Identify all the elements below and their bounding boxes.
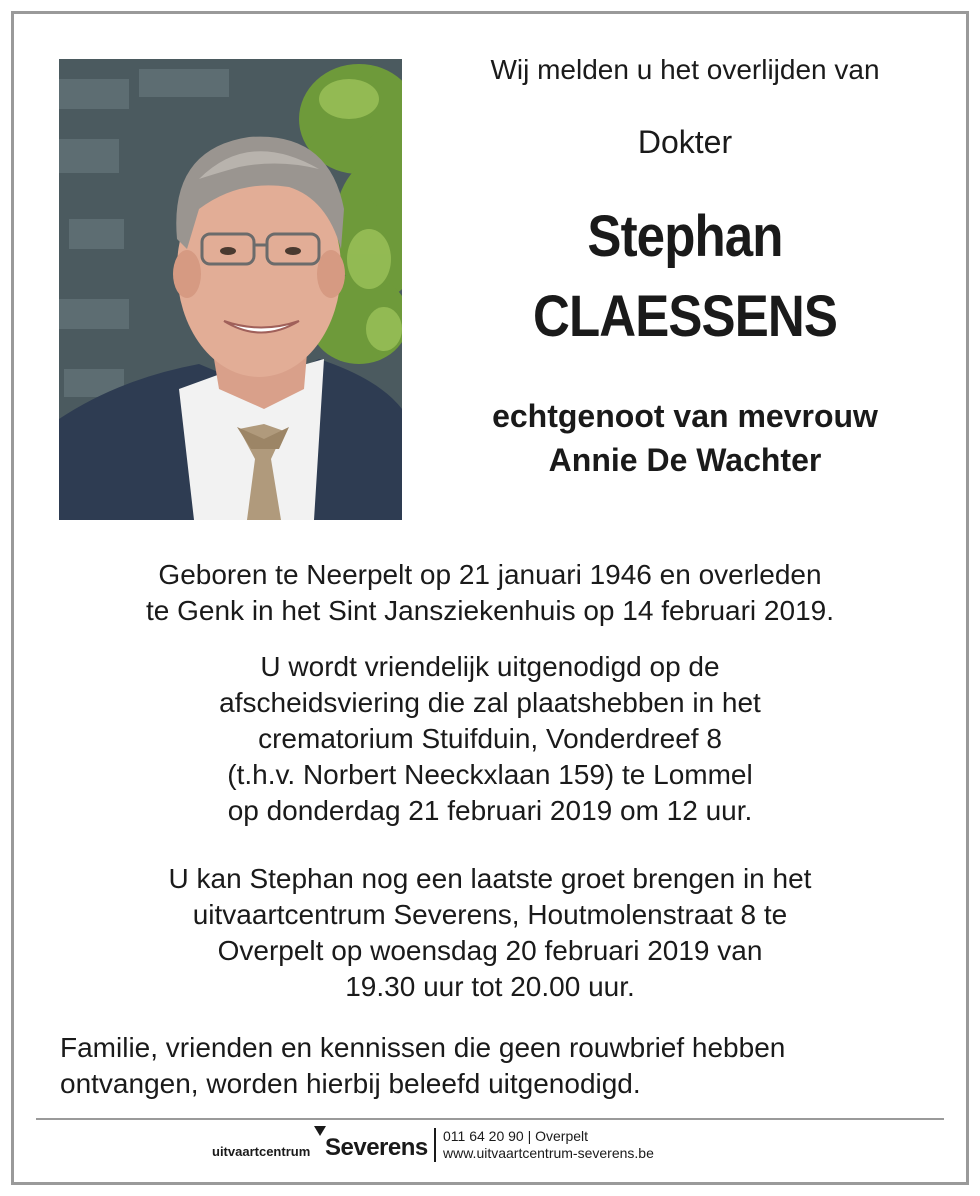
text-line: ontvangen, worden hierbij beleefd uitgenodigd. [60, 1068, 641, 1099]
text-line: afscheidsviering die zal plaatshebben in het [219, 687, 761, 718]
text-line: (t.h.v. Norbert Neeckxlaan 159) te Lommel [227, 759, 753, 790]
ceremony-paragraph [40, 649, 940, 829]
viewing-paragraph [40, 861, 940, 1005]
text-line: crematorium Stuifduin, Vonderdreef 8 [258, 723, 722, 754]
contact-info [443, 1128, 654, 1162]
contact-phone-location: 011 64 20 90 | Overpelt [443, 1128, 589, 1144]
text-line: Familie, vrienden en kennissen die geen rouwbrief hebben [60, 1032, 786, 1063]
text-line: te Genk in het Sint Jansziekenhuis op 14 februari 2019. [146, 595, 834, 626]
text-line: op donderdag 21 februari 2019 om 12 uur. [227, 795, 753, 826]
funeral-home-footer [0, 1126, 980, 1166]
contact-website[interactable]: www.uitvaartcentrum-severens.be [443, 1145, 654, 1161]
logo-prefix: uitvaartcentrum [212, 1144, 311, 1159]
intro-text: Wij melden u het overlijden van [490, 54, 880, 85]
spouse-block [440, 394, 930, 482]
logo-name: Severens [325, 1134, 428, 1161]
deceased-first-name: Stephan [587, 204, 783, 269]
footer-divider [36, 1118, 944, 1120]
text-line: Overpelt op woensdag 20 februari 2019 van [217, 935, 763, 966]
footer-separator [434, 1128, 436, 1162]
text-line: U wordt vriendelijk uitgenodigd op de [260, 651, 720, 682]
birth-death-paragraph [40, 557, 940, 629]
text-line: U kan Stephan nog een laatste groet brengen in het [168, 863, 812, 894]
spouse-line-2: Annie De Wachter [548, 442, 822, 478]
portrait-photo [59, 59, 402, 520]
text-line: uitvaartcentrum Severens, Houtmolenstraat 8 te [192, 899, 788, 930]
text-line: 19.30 uur tot 20.00 uur. [345, 971, 635, 1002]
deceased-title: Dokter [637, 124, 733, 160]
spouse-line-1: echtgenoot van mevrouw [492, 398, 878, 434]
text-line: Geboren te Neerpelt op 21 januari 1946 en overleden [158, 559, 822, 590]
invitation-paragraph [60, 1030, 940, 1102]
deceased-last-name: CLAESSENS [532, 284, 838, 349]
